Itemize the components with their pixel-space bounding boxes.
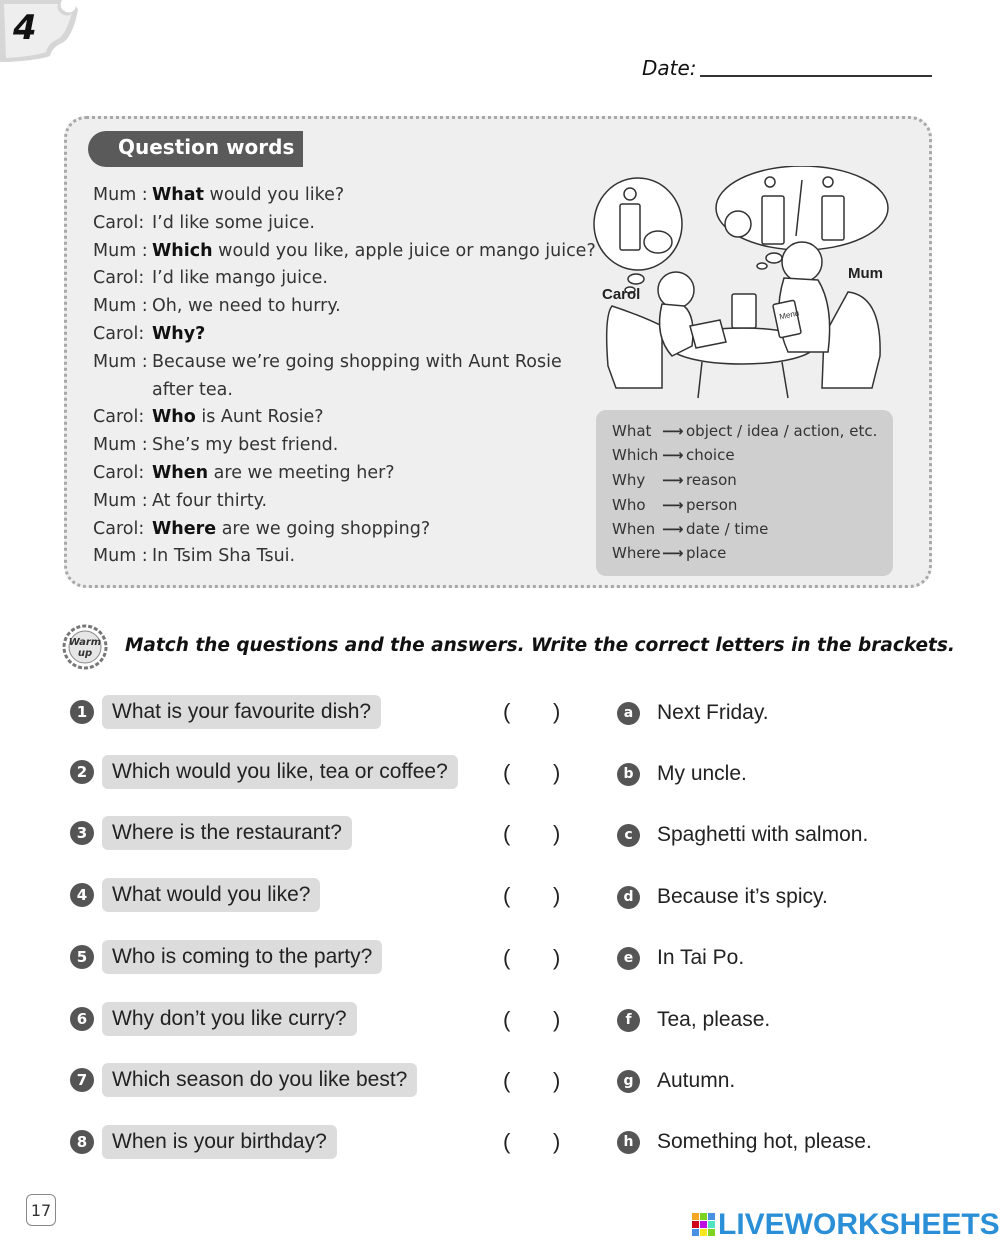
- question-word: What: [152, 185, 204, 205]
- carol-label: Carol: [602, 286, 641, 303]
- answer-text: In Tai Po.: [657, 946, 745, 969]
- warm-up-icon: [60, 624, 110, 670]
- date-input-line[interactable]: [700, 75, 932, 77]
- mum-label: Mum: [848, 265, 883, 282]
- key-row: [612, 520, 768, 538]
- question-word: When: [152, 462, 209, 483]
- instruction: Match the questions and the answers. Write the correct letters in the brackets.: [125, 635, 955, 656]
- brand-text: LIVEWORKSHEETS: [718, 1208, 1000, 1241]
- answer-letter: h: [617, 1131, 640, 1154]
- speech-text: I’d like mango juice.: [152, 268, 328, 289]
- bracket-close: ): [553, 760, 561, 785]
- answer-text: Tea, please.: [657, 1008, 771, 1031]
- speaker: Mum :: [93, 296, 148, 317]
- speech-text: Because we’re going shopping with Aunt Rosie: [152, 351, 562, 372]
- bracket-open: (: [503, 1068, 511, 1093]
- question-number: 5: [70, 945, 94, 969]
- bracket-open: (: [503, 821, 511, 846]
- bracket-close: ): [553, 821, 561, 846]
- question-text: Who is coming to the party?: [102, 940, 382, 974]
- unit-number: 4: [13, 8, 37, 48]
- key-row: [612, 422, 877, 440]
- answer-letter: d: [617, 886, 640, 909]
- bracket-open: (: [503, 760, 511, 785]
- answer-bracket[interactable]: [503, 817, 561, 851]
- key-meaning: choice: [686, 446, 735, 464]
- answer-text: Something hot, please.: [657, 1130, 872, 1153]
- answer-letter: c: [617, 824, 640, 847]
- speech-text: Oh, we need to hurry.: [152, 296, 341, 317]
- question-number: 6: [70, 1007, 94, 1031]
- question-text: Where is the restaurant?: [102, 816, 352, 850]
- speech-text: I’d like some juice.: [152, 212, 315, 233]
- question-word-key: [596, 410, 893, 576]
- question-text: Why don’t you like curry?: [102, 1002, 357, 1036]
- question-number: 1: [70, 700, 94, 724]
- date-label: Date:: [642, 56, 697, 80]
- speech-text: would you like?: [203, 185, 345, 205]
- menu-label: Menu: [778, 308, 800, 322]
- key-row: [612, 544, 726, 562]
- dialogue-line: [93, 210, 596, 238]
- key-word: When: [612, 520, 656, 538]
- answer-text: Because it’s spicy.: [657, 885, 828, 908]
- bracket-open: (: [503, 945, 511, 970]
- dialogue-line: [93, 293, 596, 321]
- arrow-icon: ⟶: [662, 422, 684, 440]
- bracket-open: (: [503, 699, 511, 724]
- dialogue-line: [93, 516, 596, 544]
- unit-badge: [0, 0, 78, 62]
- arrow-icon: ⟶: [662, 544, 684, 562]
- question-number: 7: [70, 1068, 94, 1092]
- bracket-close: ): [553, 945, 561, 970]
- dialogue-line: [93, 432, 596, 460]
- bracket-close: ): [553, 883, 561, 908]
- key-meaning: person: [686, 496, 738, 514]
- question-number: 8: [70, 1130, 94, 1154]
- answer-letter: b: [617, 763, 640, 786]
- dialogue-line: [93, 265, 596, 293]
- dialogue-line: [93, 460, 596, 488]
- bracket-close: ): [553, 1007, 561, 1032]
- speech-text: would you like, apple juice or mango juice?: [212, 240, 596, 261]
- answer-bracket[interactable]: [503, 879, 561, 913]
- speech-text: At four thirty.: [152, 490, 268, 511]
- answer-letter: g: [617, 1070, 640, 1093]
- speech-text: after tea.: [152, 379, 233, 400]
- answer-text: Autumn.: [657, 1069, 736, 1092]
- question-word: Who: [152, 407, 196, 428]
- dialogue-line: [93, 238, 596, 266]
- section-title: Question words: [88, 131, 303, 167]
- speaker: Carol:: [93, 518, 145, 539]
- speech-text: In Tsim Sha Tsui.: [152, 546, 296, 567]
- dialogue-line: [93, 543, 596, 571]
- key-word: What: [612, 422, 652, 440]
- question-number: 3: [70, 821, 94, 845]
- key-word: Where: [612, 544, 661, 562]
- question-text: What would you like?: [102, 878, 320, 912]
- key-row: [612, 496, 737, 514]
- dialogue: [93, 182, 596, 571]
- question-word: Which: [152, 240, 213, 261]
- puzzle-piece-icon: [0, 0, 78, 62]
- dialogue-line: [93, 349, 596, 377]
- question-text: Which season do you like best?: [102, 1063, 417, 1097]
- speech-text: is Aunt Rosie?: [195, 407, 324, 428]
- key-row: [612, 471, 737, 489]
- speaker: Carol:: [93, 462, 145, 483]
- key-meaning: place: [686, 544, 727, 562]
- question-text: When is your birthday?: [102, 1125, 337, 1159]
- answer-text: My uncle.: [657, 762, 747, 785]
- arrow-icon: ⟶: [662, 446, 684, 464]
- speaker: Mum :: [93, 490, 148, 511]
- answer-text: Spaghetti with salmon.: [657, 823, 869, 846]
- speech-text: are we meeting her?: [208, 462, 395, 483]
- key-meaning: reason: [686, 471, 737, 489]
- warm-up-badge: [60, 624, 110, 670]
- speaker: Carol:: [93, 323, 145, 344]
- question-number: 4: [70, 883, 94, 907]
- arrow-icon: ⟶: [662, 471, 684, 489]
- dialogue-line: [93, 182, 596, 210]
- question-word: Why?: [152, 323, 206, 344]
- key-meaning: date / time: [686, 520, 769, 538]
- key-word: Why: [612, 471, 646, 489]
- bracket-close: ): [553, 1129, 561, 1154]
- answer-bracket[interactable]: [503, 1125, 561, 1159]
- question-text: What is your favourite dish?: [102, 695, 381, 729]
- answer-bracket[interactable]: [503, 756, 561, 790]
- bracket-close: ): [553, 699, 561, 724]
- answer-letter: f: [617, 1009, 640, 1032]
- key-row: [612, 446, 735, 464]
- key-meaning: object / idea / action, etc.: [686, 422, 878, 440]
- answer-text: Next Friday.: [657, 701, 769, 724]
- answer-bracket[interactable]: [503, 1003, 561, 1037]
- key-word: Which: [612, 446, 659, 464]
- speaker: Mum :: [93, 240, 148, 261]
- answer-bracket[interactable]: [503, 941, 561, 975]
- speech-text: are we going shopping?: [216, 518, 431, 539]
- speaker: Mum :: [93, 546, 148, 567]
- cafe-illustration: [592, 166, 898, 402]
- speaker: Mum :: [93, 435, 148, 456]
- dialogue-line: [93, 404, 596, 432]
- bracket-open: (: [503, 1129, 511, 1154]
- dialogue-line: [93, 321, 596, 349]
- speaker: Carol:: [93, 268, 145, 289]
- answer-bracket[interactable]: [503, 695, 561, 729]
- speech-text: She’s my best friend.: [152, 435, 339, 456]
- answer-bracket[interactable]: [503, 1064, 561, 1098]
- arrow-icon: ⟶: [662, 496, 684, 514]
- bracket-open: (: [503, 883, 511, 908]
- question-text: Which would you like, tea or coffee?: [102, 755, 458, 789]
- page-number: 17: [26, 1194, 56, 1226]
- question-word: Where: [152, 518, 217, 539]
- liveworksheets-icon: [692, 1213, 716, 1237]
- answer-letter: e: [617, 947, 640, 970]
- dialogue-line: [93, 377, 596, 405]
- speaker: Mum :: [93, 185, 148, 205]
- key-word: Who: [612, 496, 646, 514]
- answer-letter: a: [617, 702, 640, 725]
- speaker: Carol:: [93, 212, 145, 233]
- dialogue-line: [93, 488, 596, 516]
- bracket-close: ): [553, 1068, 561, 1093]
- cafe-scene-icon: [592, 166, 898, 402]
- speaker: Carol:: [93, 407, 145, 428]
- warm-up-line1: Warm: [68, 637, 102, 648]
- question-number: 2: [70, 760, 94, 784]
- warm-up-line2: up: [77, 648, 93, 659]
- arrow-icon: ⟶: [662, 520, 684, 538]
- bracket-open: (: [503, 1007, 511, 1032]
- speaker: Mum :: [93, 351, 148, 372]
